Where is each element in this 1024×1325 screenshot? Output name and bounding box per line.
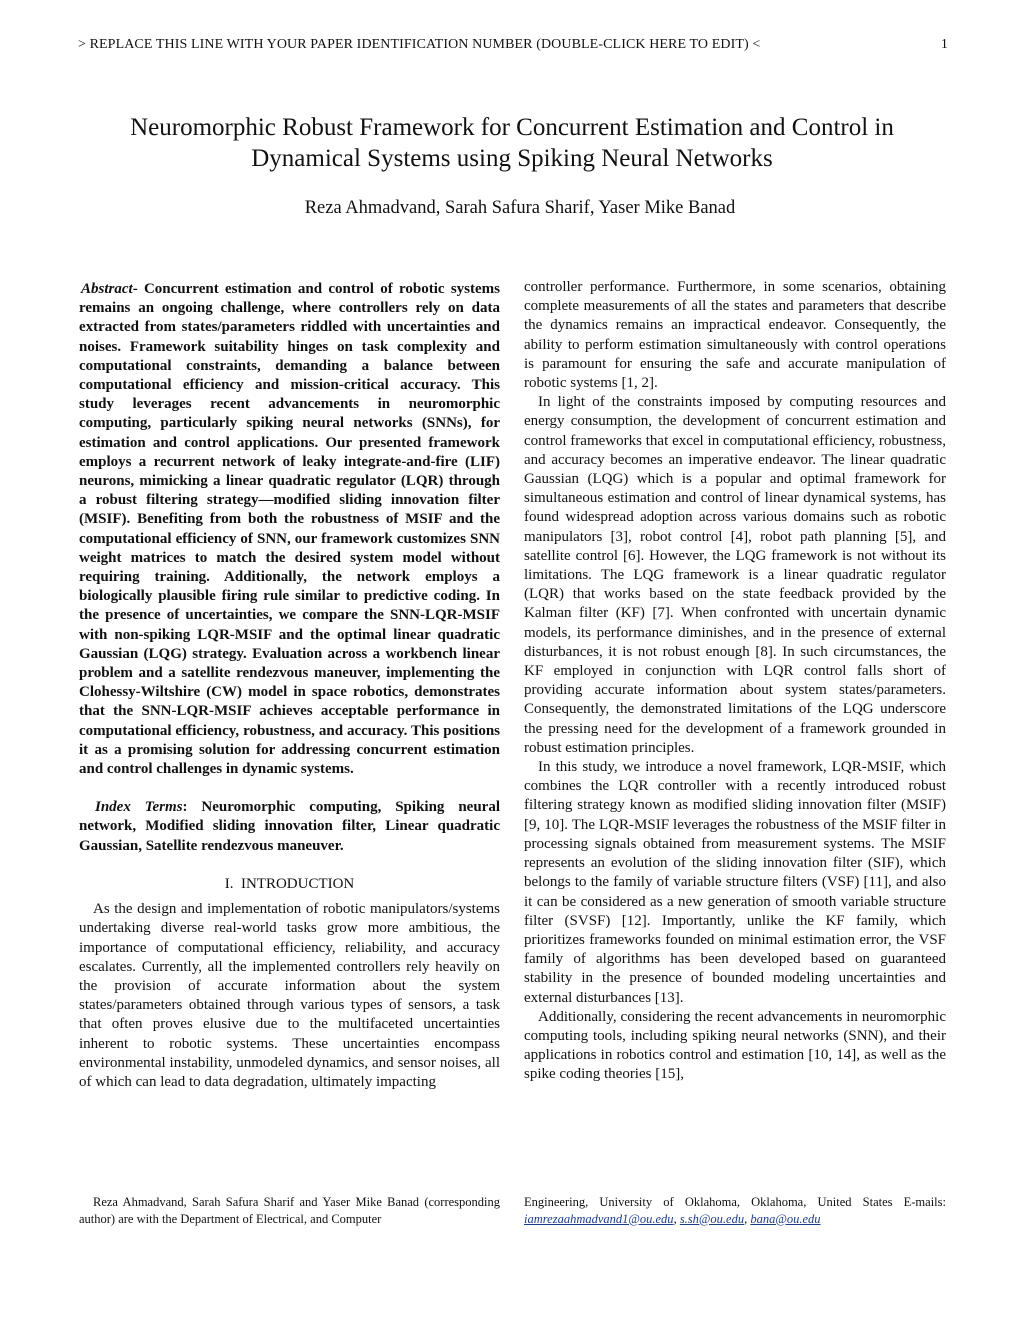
intro-paragraph-1-cont: controller performance. Furthermore, in some scenarios, obtaining complete measurements of all the states and parameters that describe the dynamics remains an impractical endeavor. Consequently, the ability to perform estimation simultaneously with control operations is paramount for ensuring the safe and accurate manipulation of robotic systems [1, 2].: [524, 279, 946, 392]
email-separator: ,: [744, 1211, 751, 1226]
intro-paragraph-1: As the design and implementation of robotic manipulators/systems undertaking diverse real-world tasks grow more ambitious, the importance of computational efficiency, reliability, and accuracy escalates. Currently, all the implemented controllers rely heavily on the provision of accurate information about the system states/parameters obtained through various types of sensors, a task that often proves elusive due to the multifaceted uncertainties inherent to robotic systems. These uncertainties encompass environmental instability, unmodeled dynamics, and sensor noises, all of which can lead to data degradation, ultimately impacting: [79, 901, 500, 1090]
index-terms-text: : Neuromorphic computing, Spiking neural network, Modified sliding innovation filter, Linear quadratic Gaussian, Satellite rendezvous maneuver.: [79, 799, 500, 854]
footnote-affiliation: Engineering, University of Oklahoma, Oklahoma, United States E-mails:: [524, 1195, 946, 1209]
section-heading-introduction: I. INTRODUCTION: [224, 875, 355, 892]
running-header: [78, 37, 948, 53]
abstract: [79, 280, 500, 779]
abstract-label: Abstract: [81, 281, 133, 297]
index-terms: [79, 798, 500, 856]
email-separator: ,: [673, 1211, 680, 1226]
intro-paragraph-2: In light of the constraints imposed by computing resources and energy consumption, the development of concurrent estimation and control frameworks that excel in computational efficiency, robustness, and accuracy becomes an imperative endeavor. The linear quadratic Gaussian (LQG) which is a popular and optimal framework for simultaneous estimation and control of linear dynamical systems, has found widespread adoption across various domains such as robotic manipulators [3], robot control [4], robot path planning [5], and satellite control [6]. However, the LQG framework is not without its limitations. The LQG framework is a linear quadratic regulator (LQR) that works based on the state feedback provided by the Kalman filter (KF) [7]. When confronted with uncertain dynamic models, its performance diminishes, and in the presence of external disturbances, it is not robust enough [8]. In such circumstances, the KF employed in conjunction with LQR control falls short of providing accurate information about system states/parameters. Consequently, the demonstrated limitations of the LQG underscore the pressing need for the development of a framework grounded in robust estimation principles.: [524, 394, 946, 756]
email-link-banad[interactable]: bana@ou.edu: [750, 1211, 821, 1226]
header-identification: > REPLACE THIS LINE WITH YOUR PAPER IDENTIFICATION NUMBER (DOUBLE-CLICK HERE TO EDIT) <: [78, 37, 761, 52]
paper-title: [60, 112, 964, 174]
email-link-sharif[interactable]: s.sh@ou.edu: [679, 1211, 745, 1226]
intro-paragraph-4: Additionally, considering the recent advancements in neuromorphic computing tools, including spiking neural networks (SNN), and their applications in robotics control and estimation [10, 14], as well as the spike coding theories [15],: [524, 1008, 946, 1083]
intro-paragraph-3: In this study, we introduce a novel framework, LQR-MSIF, which combines the LQR controller with a recently introduced robust filtering strategy known as modified sliding innovation filter (MSIF) [9, 10]. The LQR-MSIF leverages the robustness of the MSIF filter in processing signals obtained from measurement systems. The MSIF represents an evolution of the sliding innovation filter (SIF), which belongs to the family of variable structure filters (VSF) [11], and also it can be considered as a new generation of smooth variable structure filter (SVSF) [12]. Importantly, unlike the KF family, which prioritizes frameworks founded on minimal estimation error, the VSF family of algorithms has been developed based on guaranteed stability in the presence of bounded modeling uncertainties and external disturbances [13].: [524, 759, 946, 1006]
footnote-left: Reza Ahmadvand, Sarah Safura Sharif and Yaser Mike Banad (corresponding author) are with the Department of Electrical, and Computer: [79, 1195, 500, 1226]
email-link-ahmadvand[interactable]: iamrezaahmadvand1@ou.edu: [524, 1211, 674, 1226]
left-column: [79, 280, 500, 1092]
title-line-1: Neuromorphic Robust Framework for Concurrent Estimation and Control in: [130, 114, 894, 141]
footnote-right: [524, 1194, 946, 1227]
page-number: 1: [940, 37, 948, 52]
index-terms-label: Index Terms: [95, 799, 183, 816]
abstract-text: - Concurrent estimation and control of robotic systems remains an ongoing challenge, where controllers rely on data extracted from states/parameters riddled with uncertainties and noises. Framework suitability hinges on task complexity and computational constraints, demanding a balance between computational efficiency and mission-critical accuracy. This study leverages recent advancements in neuromorphic computing, particularly spiking neural networks (SNNs), for estimation and control applications. Our presented framework employs a recurrent network of leaky integrate-and-fire (LIF) neurons, mimicking a linear quadratic regulator (LQR) through a robust filtering strategy—modified sliding innovation filter (MSIF). Benefiting from both the robustness of MSIF and the computational efficiency of SNN, our framework customizes SNN weight matrices to match the desired system model without requiring training. Additionally, the network employs a biologically plausible firing rule similar to predictive coding. In the presence of uncertainties, we compare the SNN-LQR-MSIF with non-spiking LQR-MSIF and the optimal linear quadratic Gaussian (LQG) strategy. Evaluation across a workbench linear problem and a satellite rendezvous maneuver, implementing the Clohessy-Wiltshire (CW) model in space robotics, demonstrates that the SNN-LQR-MSIF achieves acceptable performance in computational efficiency, robustness, and accuracy. This positions it as a promising solution for addressing concurrent estimation and control challenges in dynamic systems.: [79, 281, 500, 778]
right-column: [524, 278, 946, 1085]
author-list: Reza Ahmadvand, Sarah Safura Sharif, Yaser Mike Banad: [304, 198, 736, 218]
title-line-2: Dynamical Systems using Spiking Neural Networks: [251, 145, 773, 172]
